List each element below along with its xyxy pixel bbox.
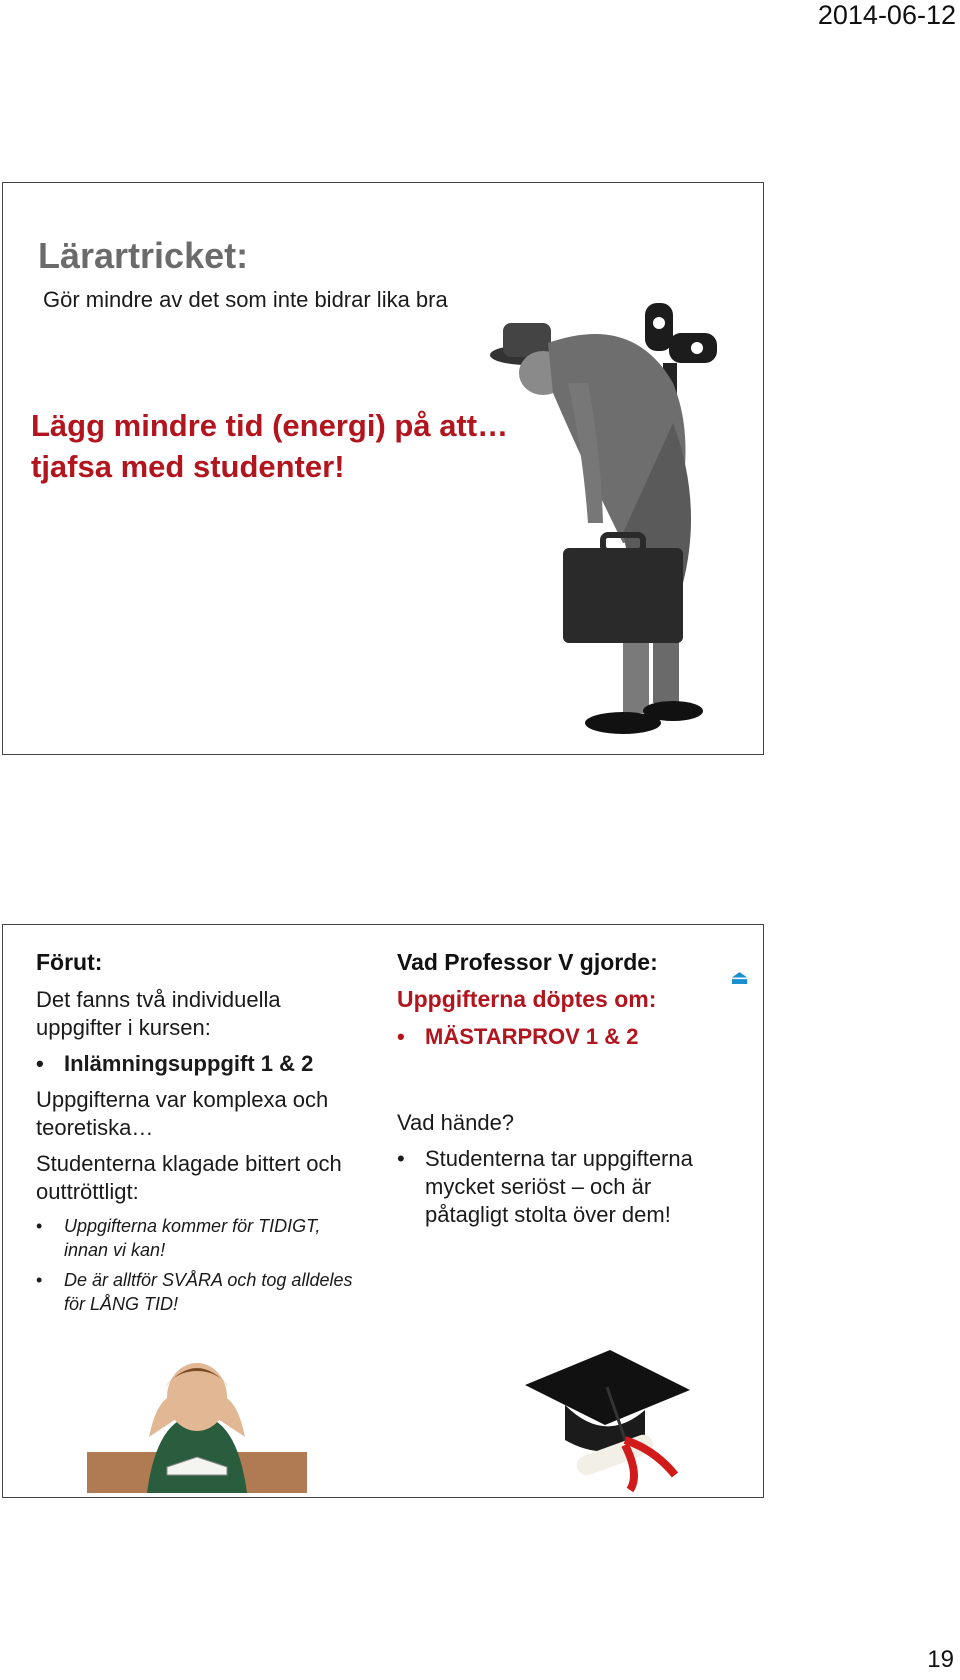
slide-title: Lärartricket:	[38, 235, 249, 276]
eject-icon[interactable]: ⏏	[730, 967, 749, 989]
slide-forut	[2, 924, 764, 1498]
assignment-bullet: • Inlämningsuppgift 1 & 2	[36, 1050, 356, 1078]
right-column	[397, 949, 727, 1237]
left-heading: Förut:	[36, 949, 103, 975]
emphasis-line-2: tjafsa med studenter!	[31, 449, 345, 484]
left-para-1: Uppgifterna var komplexa och teoretiska…	[36, 1087, 329, 1140]
graduation-cap-icon	[515, 1345, 695, 1495]
stressed-student-illustration	[87, 1357, 307, 1493]
emphasis-line-1: Lägg mindre tid (energi) på att…	[31, 408, 509, 443]
slide-subtitle: Gör mindre av det som inte bidrar lika bra	[43, 287, 448, 312]
left-para-2: Studenterna klagade bittert och outtröttligt:	[36, 1151, 342, 1204]
result-bullet: • Studenterna tar uppgifterna mycket seriöst – och är påtagligt stolta över dem!	[397, 1145, 727, 1229]
page-number: 19	[927, 1646, 954, 1673]
header-date: 2014-06-12	[817, 0, 956, 30]
left-intro: Det fanns två individuella uppgifter i kursen:	[36, 987, 281, 1040]
renamed-bullet: • MÄSTARPROV 1 & 2	[397, 1023, 727, 1051]
complaint-item: • Uppgifterna kommer för TIDIGT, innan vi kan!	[36, 1214, 356, 1262]
left-column	[36, 949, 356, 1322]
slide-larartricket	[2, 182, 764, 755]
renamed-heading: Uppgifterna döptes om:	[397, 986, 657, 1012]
right-heading: Vad Professor V gjorde:	[397, 949, 658, 975]
windup-businessman-illustration	[473, 303, 763, 753]
complaint-item: • De är alltför SVÅRA och tog alldeles för LÅNG TID!	[36, 1268, 356, 1316]
question-text: Vad hände?	[397, 1110, 515, 1135]
